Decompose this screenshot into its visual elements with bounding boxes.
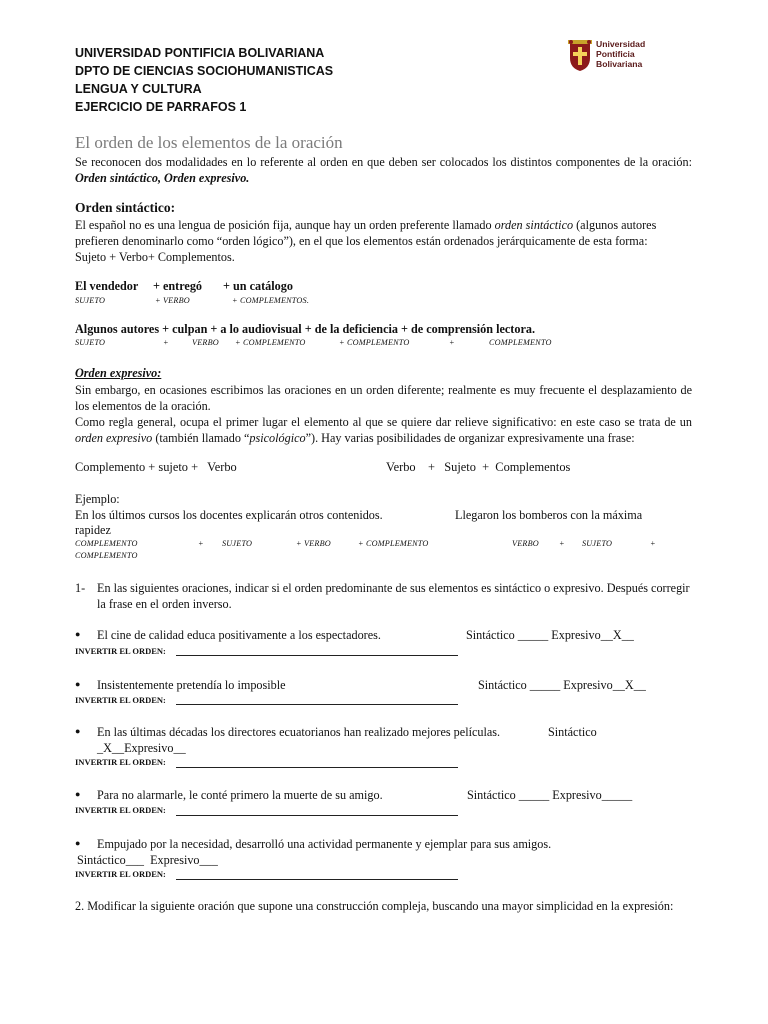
bullet-icon: ● (75, 838, 81, 848)
ejemplo-labels-cont: COMPLEMENTO (75, 551, 138, 560)
bullet-icon: ● (75, 629, 81, 639)
university-logo (566, 36, 658, 74)
exercise1-item-2-answer[interactable]: Sintáctico _____ Expresivo__X__ (478, 678, 646, 692)
exercise1-prompt-text: En las siguientes oraciones, indicar si el orden predominante de sus elementos es sintáctico o expresivo. Después corregir la frase en el orden inverso. (97, 581, 690, 611)
exercise1-item-1-answer[interactable]: Sintáctico _____ Expresivo__X__ (466, 628, 634, 642)
exercise1-item-2-text: Insistentemente pretendía lo imposible (97, 678, 286, 692)
sintactico-heading: Orden sintáctico: (75, 200, 176, 215)
answer-line[interactable] (176, 767, 458, 768)
invertir-label: INVERTIR EL ORDEN: (75, 646, 166, 656)
exercise1-item-3-answer[interactable]: Sintáctico (548, 725, 597, 739)
intro-paragraph: Se reconocen dos modalidades en lo referente al orden en que deben ser colocados los distintos componentes de la oración: Orden sintáctico, Orden expresivo. (75, 155, 692, 185)
ejemplo-sentence-b-cont: rapidez (75, 523, 111, 537)
header-course: LENGUA Y CULTURA (75, 82, 202, 96)
expresivo-heading: Orden expresivo: (75, 366, 162, 380)
ejemplo-labels: COMPLEMENTO + SUJETO + VERBO + COMPLEMENTO VERBO + SUJETO + (75, 539, 656, 548)
formula-expresivo-1: Complemento + sujeto + Verbo (75, 460, 237, 474)
ejemplo-sentence-b: Llegaron los bomberos con la máxima (455, 508, 643, 522)
answer-line[interactable] (176, 815, 458, 816)
document-header (75, 44, 333, 116)
expresivo-paragraph-1: Sin embargo, en ocasiones escribimos las oraciones en un orden diferente; realmente es muy frecuente el desplazamiento de los elementos de la oración. (75, 383, 692, 413)
ejemplo-sentence-a: En los últimos cursos los docentes explicarán otros contenidos. (75, 508, 383, 522)
ejemplo-label: Ejemplo: (75, 492, 120, 506)
invertir-label: INVERTIR EL ORDEN: (75, 805, 166, 815)
expresivo-paragraph-2: Como regla general, ocupa el primer lugar el elemento al que se quiere dar relieve significativo: en este caso se trata de un orden expresivo (también llamado “psicológico”). Hay varias posibilidades de organizar expresivamente una frase: (75, 415, 692, 445)
page-title: El orden de los elementos de la oración (75, 133, 343, 152)
exercise1-item-3-text: En las últimas décadas los directores ecuatorianos han realizado mejores películas. (97, 725, 501, 739)
exercise1-item-3-answer-cont[interactable]: _X__Expresivo__ (97, 741, 186, 755)
crest-icon (566, 38, 594, 72)
example1-labels: SUJETO + VERBO + COMPLEMENTOS. (75, 296, 310, 305)
header-exercise: EJERCICIO DE PARRAFOS 1 (75, 100, 247, 114)
example2-labels: SUJETO + VERBO + COMPLEMENTO + COMPLEMENTO + COMPLEMENTO (75, 338, 552, 347)
answer-line[interactable] (176, 879, 458, 880)
bullet-icon: ● (75, 726, 81, 736)
example2-sentence: Algunos autores + culpan + a lo audiovisual + de la deficiencia + de comprensión lectora. (75, 322, 536, 336)
invertir-label: INVERTIR EL ORDEN: (75, 757, 166, 767)
invertir-label: INVERTIR EL ORDEN: (75, 869, 166, 879)
header-department: DPTO DE CIENCIAS SOCIOHUMANISTICAS (75, 64, 334, 78)
exercise1-item-1-text: El cine de calidad educa positivamente a los espectadores. (97, 628, 381, 642)
bullet-icon: ● (75, 789, 81, 799)
example1-words: El vendedor + entregó + un catálogo (75, 279, 293, 293)
exercise1-item-4-text: Para no alarmarle, le conté primero la muerte de su amigo. (97, 788, 383, 802)
exercise1-item-4-answer[interactable]: Sintáctico _____ Expresivo_____ (467, 788, 633, 802)
bullet-icon: ● (75, 679, 81, 689)
exercise1-item-5-text: Empujado por la necesidad, desarrolló una actividad permanente y ejemplar para sus amigos. (97, 837, 552, 851)
answer-line[interactable] (176, 704, 458, 705)
exercise1-prompt: 1- En las siguientes oraciones, indicar si el orden predominante de sus elementos es sintáctico o expresivo. Después corregir la frase en el orden inverso. (75, 581, 690, 611)
logo-wordmark: Universidad Pontificia Bolivariana (596, 39, 646, 69)
invertir-label: INVERTIR EL ORDEN: (75, 695, 166, 705)
exercise1-item-5-answer[interactable]: Sintáctico___ Expresivo___ (77, 853, 218, 867)
sintactico-paragraph: El español no es una lengua de posición fija, aunque hay un orden preferente llamado orden sintáctico (algunos autores prefieren denominarlo como “orden lógico”), en el que los elementos están ordenados jerárquicamente de esta forma: Sujeto + Verbo+ Complementos. (75, 218, 657, 264)
answer-line[interactable] (176, 655, 458, 656)
header-university: UNIVERSIDAD PONTIFICIA BOLIVARIANA (75, 46, 325, 60)
formula-expresivo-2: Verbo + Sujeto + Complementos (386, 460, 571, 474)
exercise2-prompt: 2. Modificar la siguiente oración que supone una construcción compleja, buscando una mayor simplicidad en la expresión: (75, 899, 674, 913)
